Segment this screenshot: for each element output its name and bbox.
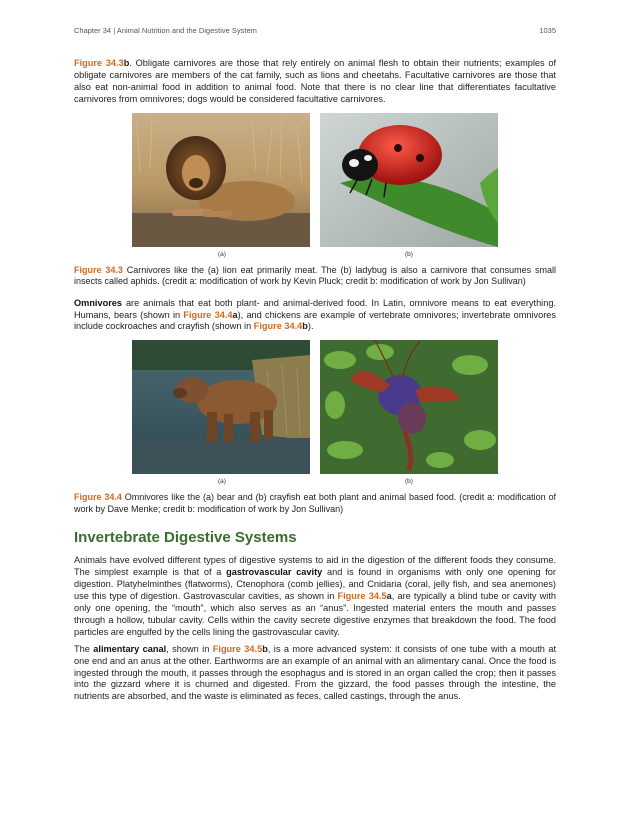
paragraph-gastrovascular: Animals have evolved different types of digestive systems to aid in the digestion of the different foods they consume. The simplest example is that of a gastrovascular cavity and is found in organisms with only one opening for digestion. Platyhelminthes (flatworms), Ctenophora (comb jellies), and Cnidaria (coral, jelly fish, and sea anemones) use this type of digestion. Gastrovascular cavities, as shown in Figure 34.5a, are typically a blind tube or cavity with only one opening, the “mouth”, which also serves as an “anus”. Ingested material enters the mouth and passes through a hollow, tubular cavity. Cells within the cavity secrete digestive enzymes that breakdown the food. The food particles are engulfed by the cells lining the gastrovascular cavity. [74,555,556,637]
bear-photo [132,340,310,474]
lion-photo [132,113,310,247]
figure-34-3-caption: Figure 34.3 Carnivores like the (a) lion eat primarily meat. The (b) ladybug is also a carnivore that consumes small insects called aphids. (credit a: modification of work by Kevin Pluck; credit b: modification of work by Jon Sullivan) [74,264,556,287]
figure-34-4-sublabels [74,474,556,488]
page-content [74,58,556,703]
sublabel-b: (b) [405,250,413,258]
term-alimentary-canal: alimentary canal [93,643,167,654]
figure-34-3-images [74,113,556,247]
section-heading: Invertebrate Digestive Systems [74,529,297,547]
sublabel-a: (a) [218,478,226,486]
sublabel-a: (a) [218,250,226,258]
term-gastrovascular-cavity: gastrovascular cavity [226,567,323,578]
figure-34-4-images [74,340,556,474]
figure-34-4a-link[interactable]: Figure 34.4a [183,309,238,320]
figure-34-3-sublabels [74,247,556,261]
caption-label: Figure 34.4 [74,492,122,503]
chapter-title: Chapter 34 | Animal Nutrition and the Digestive System [74,26,257,35]
figure-34-5b-link[interactable]: Figure 34.5b [212,643,268,654]
paragraph-omnivores: Omnivores are animals that eat both plant- and animal-derived food. In Latin, omnivore means to eat everything. Humans, bears (shown in Figure 34.4a), and chickens are example of vertebrate omnivores; invertebrate omnivores include cockroaches and crayfish (shown in Figure 34.4b). [74,297,556,332]
figure-34-4b-link[interactable]: Figure 34.4b [253,321,308,332]
ladybug-photo [320,113,498,247]
figure-34-3-link[interactable]: Figure 34.3b [74,58,130,68]
running-header [74,26,556,38]
paragraph-alimentary-canal: The alimentary canal, shown in Figure 34.5b, is a more advanced system: it consists of one tube with a mouth at one end and an anus at the other. Earthworms are an example of an animal with an alimentary canal. Once the food is ingested through the mouth, it passes through the esophagus and is stored in an organ called the crop; then it passes into the gizzard where it is churned and digested. From the gizzard, the food passes through the intestine, the nutrients are absorbed, and the waste is eliminated as feces, called castings, through the anus. [74,643,557,702]
sublabel-b: (b) [405,478,413,486]
paragraph-obligate-carnivores: Figure 34.3b. Obligate carnivores are those that rely entirely on animal flesh to obtain their nutrients; examples of obligate carnivores are members of the cat family, such as lions and cheetahs. Facultative carnivores are those that also eat non-animal food in addition to animal food. Note that there is no clear line that differentiates facultative carnivores from omnivores; dogs would be considered facultative carnivores. [74,58,557,104]
figure-34-4-caption: Figure 34.4 Omnivores like the (a) bear and (b) crayfish eat both plant and animal based food. (credit a: modification of work by Dave Menke; credit b: modification of work by Jon Sullivan) [74,492,556,514]
figure-34-5a-link[interactable]: Figure 34.5a [337,591,392,602]
crayfish-photo [320,340,498,474]
caption-label: Figure 34.3 [74,264,123,275]
term-omnivores: Omnivores [74,297,122,308]
page-number: 1035 [539,26,556,35]
